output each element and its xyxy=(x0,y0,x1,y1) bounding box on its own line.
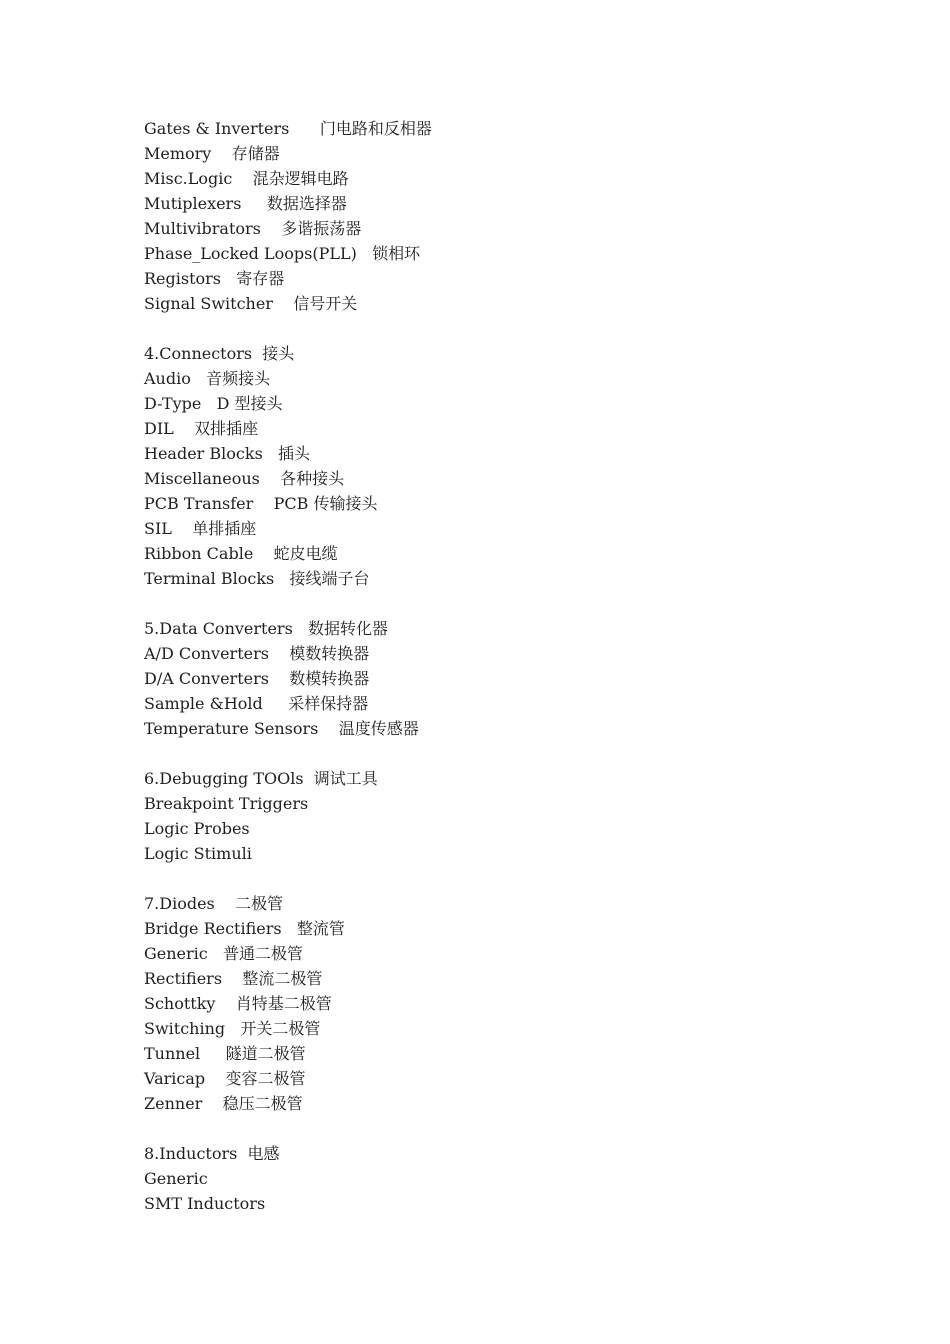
section-heading: 5.Data Converters 数据转化器 xyxy=(144,619,389,638)
text-line: D-Type D 型接头 xyxy=(144,394,283,413)
text-line: PCB Transfer PCB 传输接头 xyxy=(144,494,378,513)
text-line: Temperature Sensors 温度传感器 xyxy=(144,719,419,738)
text-line: Multivibrators 多谐振荡器 xyxy=(144,219,362,238)
text-line: Tunnel 隧道二极管 xyxy=(144,1044,306,1063)
blank-line xyxy=(144,591,844,616)
text-line: Ribbon Cable 蛇皮电缆 xyxy=(144,544,338,563)
document-text-block xyxy=(144,116,844,1216)
text-line: Generic 普通二极管 xyxy=(144,944,304,963)
blank-line xyxy=(144,316,844,341)
text-line: Terminal Blocks 接线端子台 xyxy=(144,569,370,588)
text-line: Rectifiers 整流二极管 xyxy=(144,969,323,988)
text-line: Zenner 稳压二极管 xyxy=(144,1094,303,1113)
text-line: DIL 双排插座 xyxy=(144,419,259,438)
text-line: Logic Stimuli xyxy=(144,844,252,863)
text-line: Mutiplexers 数据选择器 xyxy=(144,194,347,213)
section-heading: 8.Inductors 电感 xyxy=(144,1144,280,1163)
section-heading: 6.Debugging TOOls 调试工具 xyxy=(144,769,378,788)
text-line: Miscellaneous 各种接头 xyxy=(144,469,345,488)
text-line: Signal Switcher 信号开关 xyxy=(144,294,358,313)
text-line: Phase_Locked Loops(PLL) 锁相环 xyxy=(144,244,421,263)
text-line: SIL 单排插座 xyxy=(144,519,257,538)
text-line: Bridge Rectifiers 整流管 xyxy=(144,919,345,938)
text-line: Breakpoint Triggers xyxy=(144,794,309,813)
text-line: Logic Probes xyxy=(144,819,250,838)
text-line: Gates & Inverters 门电路和反相器 xyxy=(144,119,432,138)
text-line: D/A Converters 数模转换器 xyxy=(144,669,370,688)
blank-line xyxy=(144,741,844,766)
blank-line xyxy=(144,866,844,891)
text-line: Audio 音频接头 xyxy=(144,369,271,388)
text-line: Varicap 变容二极管 xyxy=(144,1069,306,1088)
text-line: Registors 寄存器 xyxy=(144,269,285,288)
text-line: SMT Inductors xyxy=(144,1194,266,1213)
text-line: Switching 开关二极管 xyxy=(144,1019,321,1038)
text-line: Header Blocks 插头 xyxy=(144,444,311,463)
text-line: Schottky 肖特基二极管 xyxy=(144,994,332,1013)
text-line: Sample &Hold 采样保持器 xyxy=(144,694,369,713)
blank-line xyxy=(144,1116,844,1141)
text-line: A/D Converters 模数转换器 xyxy=(144,644,370,663)
text-line: Misc.Logic 混杂逻辑电路 xyxy=(144,169,349,188)
text-line: Memory 存储器 xyxy=(144,144,280,163)
section-heading: 4.Connectors 接头 xyxy=(144,344,295,363)
section-heading: 7.Diodes 二极管 xyxy=(144,894,284,913)
text-line: Generic xyxy=(144,1169,208,1188)
